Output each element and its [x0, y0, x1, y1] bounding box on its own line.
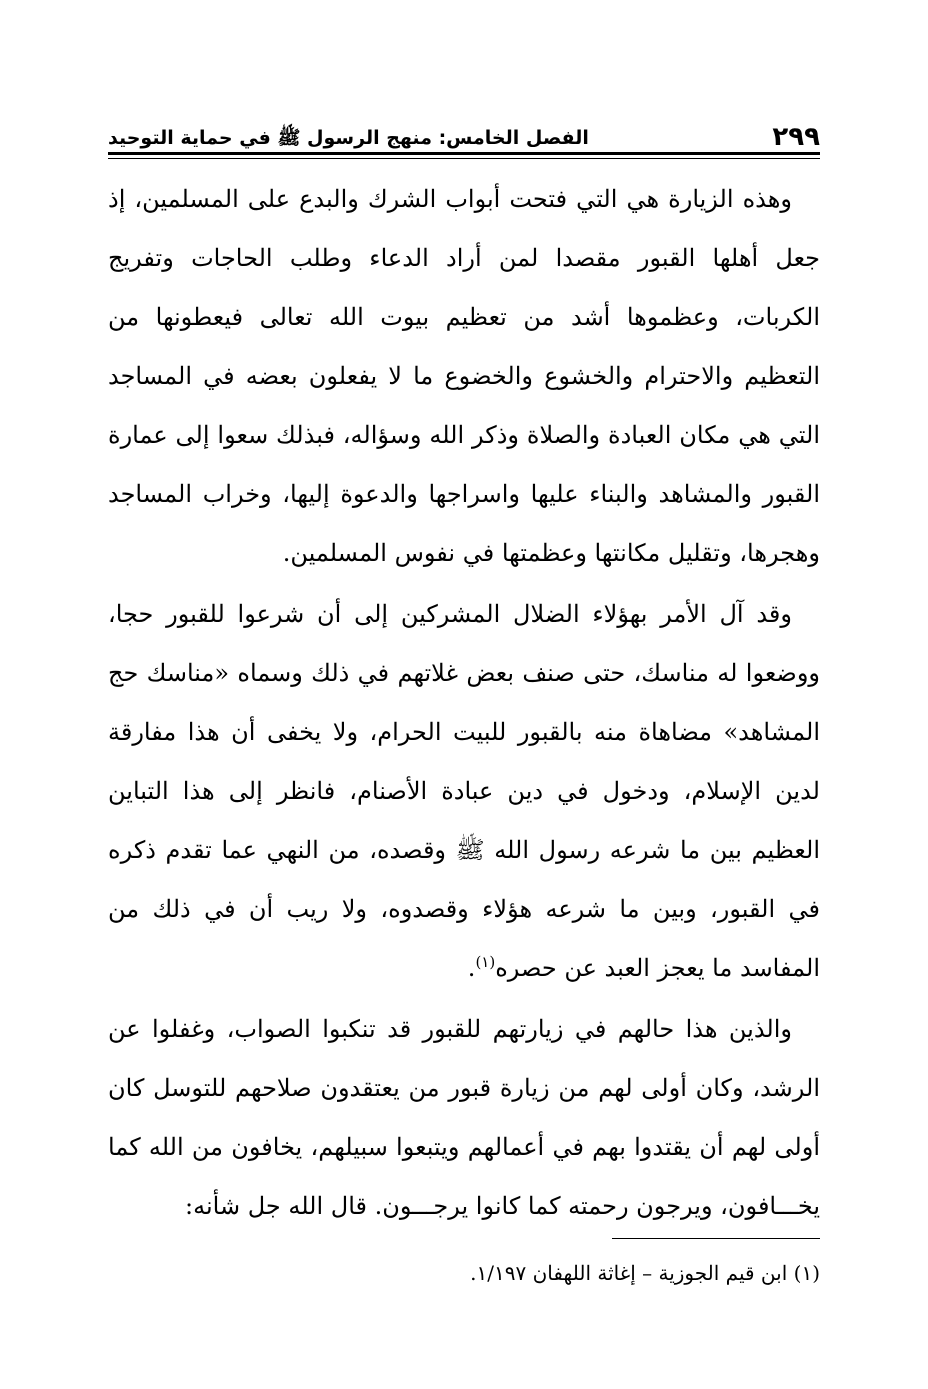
page-header [108, 110, 820, 150]
paragraph-2 [108, 585, 820, 998]
footnote-reference[interactable]: (١) [475, 953, 496, 971]
footnote-separator [612, 1238, 820, 1239]
paragraph-1: وهذه الزيارة هي التي فتحت أبواب الشرك والبدع على المسلمين، إذ جعل أهلها القبور مقصدا لمن أراد الدعاء وطلب الحاجات وتفريج الكربات، وعظموها أشد من تعظيم بيوت الله تعالى فيعطونها من التعظيم والاحترام والخشوع والخضوع ما لا يفعلون بعضه في المساجد التي هي مكان العبادة والصلاة وذكر الله وسؤاله، فبذلك سعوا إلى عمارة القبور والمشاهد والبناء عليها واسراجها والدعوة إليها، وخراب المساجد وهجرها، وتقليل مكانتها وعظمتها في نفوس المسلمين. [108, 185, 820, 567]
header-rule-thick [108, 152, 820, 155]
running-head: الفصل الخامس: منهج الرسول ﷺ في حماية التوحيد [108, 127, 589, 149]
header-rule-thin [108, 158, 820, 159]
footnote: (١) ابن قيم الجوزية – إغاثة اللهفان ١/١٩٧. [470, 1261, 820, 1285]
paragraph-2-text: وقد آل الأمر بهؤلاء الضلال المشركين إلى أن شرعوا للقبور حجا، ووضعوا له مناسك، حتى صنف بعض غلاتهم في ذلك وسماه «مناسك حج المشاهد» مضاهاة منه بالقبور للبيت الحرام، ولا يخفى أن هذا مفارقة لدين الإسلام، ودخول في دين عبادة الأصنام، فانظر إلى هذا التباين العظيم بين ما شرعه رسول الله ﷺ وقصده، من النهي عما تقدم ذكره في القبور، وبين ما شرعه هؤلاء وقصدوه، ولا ريب أن في ذلك من المفاسد ما يعجز العبد عن حصره [108, 600, 820, 982]
paragraph-3: والذين هذا حالهم في زيارتهم للقبور قد تنكبوا الصواب، وغفلوا عن الرشد، وكان أولى لهم من زيارة قبور من يعتقدون صلاحهم للتوسل كان أولى لهم أن يقتدوا بهم في أعمالهم ويتبعوا سبيلهم، يخافون من الله كما يخـــافون، ويرجون رحمته كما كانوا يرجـــون. قال الله جل شأنه: [108, 1015, 820, 1220]
paragraph-2-end: . [467, 954, 476, 982]
main-text [108, 170, 820, 1236]
page-number: ٢٩٩ [772, 122, 820, 152]
